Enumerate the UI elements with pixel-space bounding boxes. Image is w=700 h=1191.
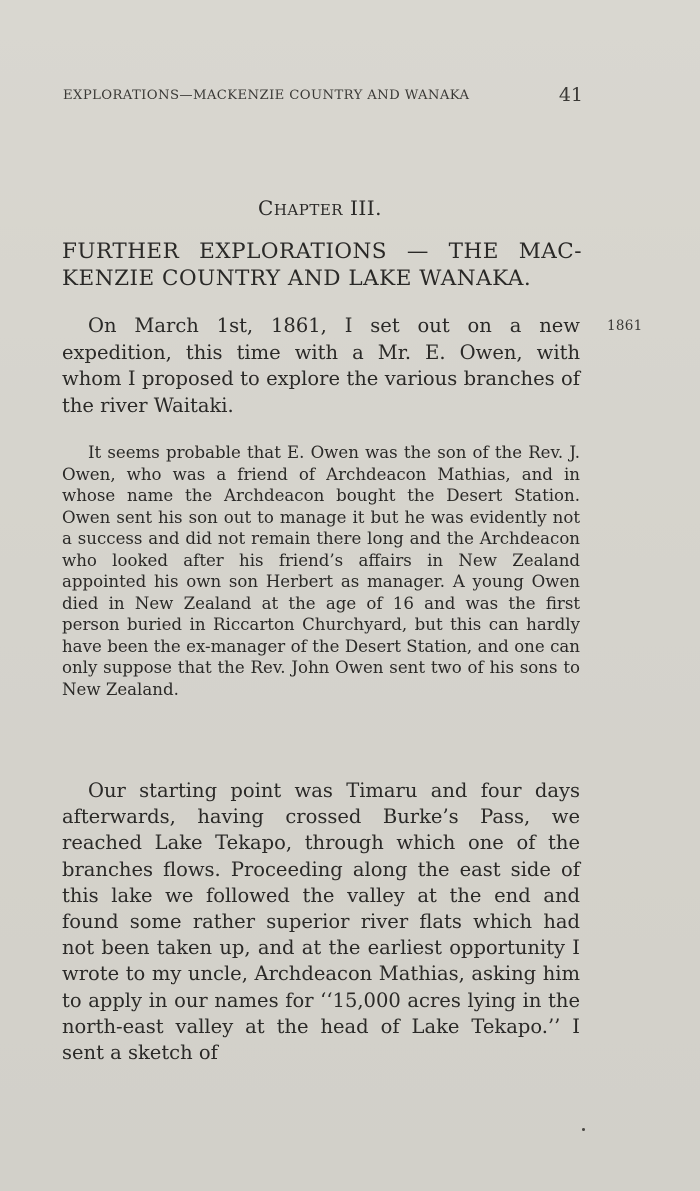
chapter-title-line-2: KENZIE COUNTRY AND LAKE WANAKA. xyxy=(62,266,532,291)
chapter-title xyxy=(62,238,582,292)
chapter-label-rest: HAPTER xyxy=(273,201,344,219)
body-paragraph-2 xyxy=(62,778,580,1066)
page-number: 41 xyxy=(558,84,583,106)
chapter-label-initial: C xyxy=(258,196,274,220)
body-paragraph-1 xyxy=(62,313,580,419)
paragraph-text: Our starting point was Timaru and four days afterwards, having crossed Burke’s Pass, we reached Lake Tekapo, through which one of the branches flows. Proceeding along the east side of this lake we followed the valley at the end and found some rather superior river flats which had not been taken up, and at the earliest opportunity I wrote to my uncle, Archdeacon Mathias, asking him to apply in our names for ‘‘15,000 acres lying in the north-east valley at the head of Lake Tekapo.’’ I sent a sketch of xyxy=(62,779,580,1065)
chapter-heading xyxy=(0,196,640,220)
note-text: It seems probable that E. Owen was the son of the Rev. J. Owen, who was a friend of Archdeacon Mathias, and in whose name the Archdeacon bought the Desert Station. Owen sent his son out to manage it but he was evidently not a success and did not remain there long and the Archdeacon who looked after his friend’s affairs in New Zealand appointed his own son Herbert as manager. A young Owen died in New Zealand at the age of 16 and was the first person buried in Riccarton Churchyard, but this can hardly have been the ex-manager of the Desert Station, and one can only suppose that the Rev. John Owen sent two of his sons to New Zealand. xyxy=(62,443,580,699)
paragraph-text: On March 1st, 1861, I set out on a new expedition, this time with a Mr. E. Owen, with whom I proposed to explore the various branches of the river Waitaki. xyxy=(62,314,580,417)
chapter-numeral: III. xyxy=(349,196,382,220)
editorial-note-paragraph xyxy=(62,442,580,700)
paper-speck xyxy=(582,1128,585,1131)
margin-year-note: 1861 xyxy=(607,318,643,334)
running-head xyxy=(63,84,583,106)
running-head-title: EXPLORATIONS—MACKENZIE COUNTRY AND WANAKA xyxy=(63,88,470,103)
chapter-title-line-1: FURTHER EXPLORATIONS — THE MAC- xyxy=(62,239,582,264)
